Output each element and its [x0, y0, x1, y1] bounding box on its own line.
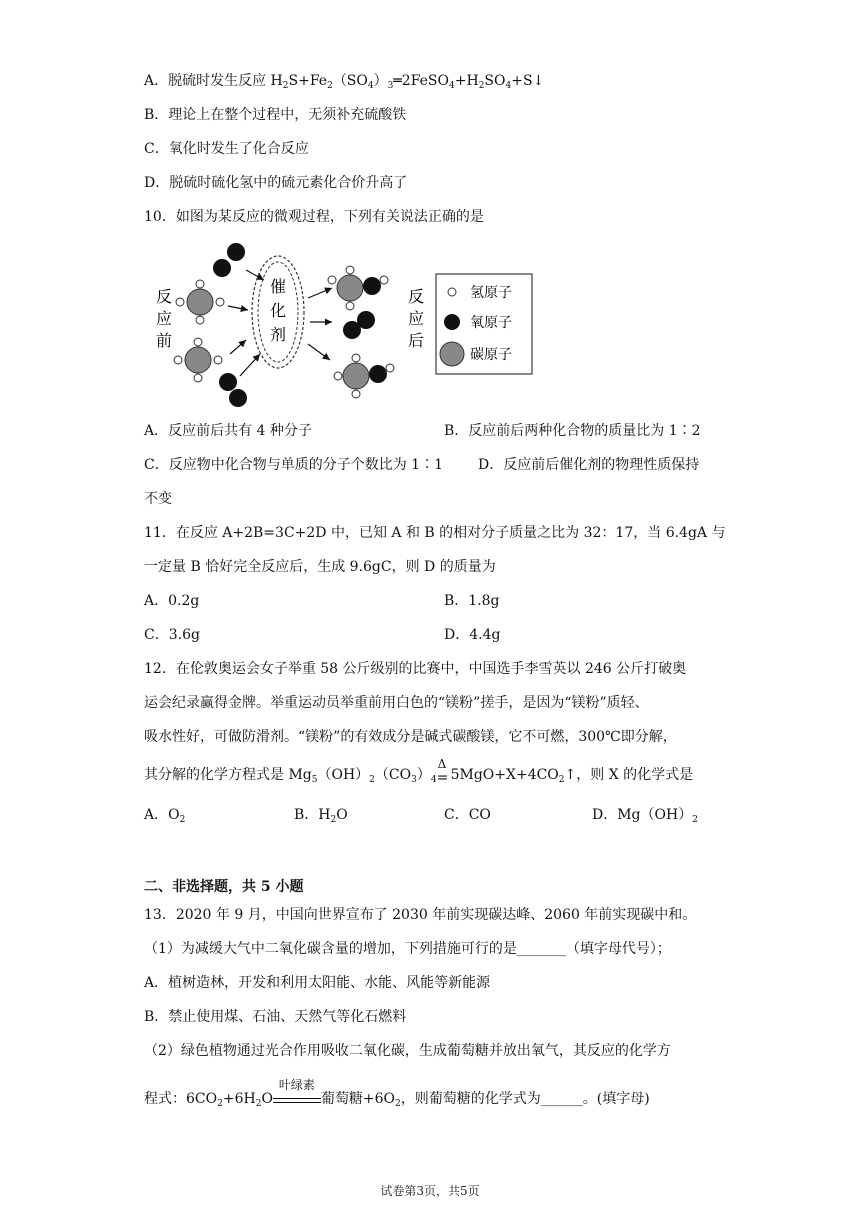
- q10-option-c: C．反应物中化合物与单质的分子个数比为 1∶1: [144, 457, 443, 473]
- q10-option-d-cont: 不变: [144, 491, 172, 507]
- q10-option-b: B．反应前后两种化合物的质量比为 1∶2: [444, 423, 701, 439]
- q10-option-a: A．反应前后共有 4 种分子: [144, 423, 312, 439]
- q12-option-a: A．$O_2$: [144, 807, 186, 825]
- reaction-diagram: [140, 236, 540, 414]
- catalyst-label-2: 化: [270, 303, 287, 320]
- q12-option-c: C．CO: [444, 807, 491, 823]
- q13-part-1-b: B．禁止使用煤、石油、天然气等化石燃料: [144, 1009, 407, 1025]
- q11-option-d: D．4.4g: [444, 627, 501, 643]
- q12-stem-3: 吸水性好，可做防滑剂。“镁粉”的有效成分是碱式碳酸镁，它不可燃，300℃即分解，: [144, 729, 677, 745]
- q12-stem-2: 运会纪录赢得金牌。举重运动员举重前用白色的“镁粉”搓手，是因为“镁粉”质轻、: [144, 695, 649, 711]
- q13-part-1-a: A．植树造林，开发和利用太阳能、水能、风能等新能源: [144, 975, 491, 991]
- q10-option-d: D．反应前后催化剂的物理性质保持: [478, 457, 700, 473]
- q12-stem-1: 12．在伦敦奥运会女子举重 58 公斤级别的比赛中，中国选手李雪英以 246 公斤打破奥: [144, 661, 687, 677]
- q11-option-a: A．0.2g: [144, 593, 200, 609]
- left-label-1: 反: [156, 289, 173, 306]
- q9-option-a: A．脱硫时发生反应 $H_2S+Fe_2(SO_4)_3═2FeSO_4+H_2SO_4+S↓$: [144, 73, 545, 91]
- right-label-3: 后: [408, 333, 425, 350]
- hydrogen-legend-icon: [448, 288, 456, 296]
- q9-option-c: C．氧化时发生了化合反应: [144, 141, 309, 157]
- q13-part-2-line-1: （2）绿色植物通过光合作用吸收二氧化碳，生成葡萄糖并放出氧气，其反应的化学方: [144, 1043, 671, 1059]
- q11-stem-1: 11．在反应 A+2B=3C+2D 中，已知 A 和 B 的相对分子质量之比为 32：17，当 6.4gA 与: [144, 525, 726, 541]
- carbon-legend-icon: [440, 342, 464, 366]
- legend-carbon: 碳原子: [470, 346, 512, 362]
- q11-option-c: C．3.6g: [144, 627, 200, 643]
- q10-stem: 10．如图为某反应的微观过程，下列有关说法正确的是: [144, 209, 484, 225]
- left-label-2: 应: [156, 311, 173, 328]
- q13-part-1: （1）为减缓大气中二氧化碳含量的增加，下列措施可行的是_______（填字母代号）；: [144, 941, 671, 957]
- catalyst-label-3: 剂: [270, 327, 287, 344]
- q12-option-b: B．$H_2O$: [294, 807, 348, 825]
- q9-option-b: B．理论上在整个过程中，无须补充硫酸铁: [144, 107, 407, 123]
- right-label-2: 应: [408, 311, 425, 328]
- left-label-3: 前: [156, 333, 173, 350]
- legend-oxygen: 氧原子: [470, 314, 512, 330]
- q11-option-b: B．1.8g: [444, 593, 500, 609]
- legend-hydrogen: 氢原子: [470, 284, 512, 300]
- right-label-1: 反: [408, 289, 425, 306]
- section-2-title: 二、非选择题，共 5 小题: [144, 879, 304, 895]
- oxygen-legend-icon: [444, 314, 460, 330]
- q12-option-d: D．$Mg(OH)_2$: [592, 807, 698, 825]
- catalyst-label-1: 催: [270, 279, 287, 296]
- page-footer: 试卷第3页，共5页: [380, 1184, 480, 1198]
- q12-stem-4: 其分解的化学方程式是 $Mg_5(OH)_2(CO_3)_4$ Δ = $5MgO+X+4CO_2↑$，则 X 的化学式是: [144, 757, 694, 786]
- q13-stem: 13．2020 年 9 月，中国向世界宣布了 2030 年前实现碳达峰、2060 年前实现碳中和。: [144, 907, 697, 923]
- q13-part-2-line-2: 程式：$6CO_2+6H_2O$ 叶绿素 葡萄糖$+6O_2$，则葡萄糖的化学式为______。(填字母): [144, 1078, 650, 1109]
- q9-option-d: D．脱硫时硫化氢中的硫元素化合价升高了: [144, 175, 408, 191]
- q11-stem-2: 一定量 B 恰好完全反应后，生成 9.6gC，则 D 的质量为: [144, 559, 496, 575]
